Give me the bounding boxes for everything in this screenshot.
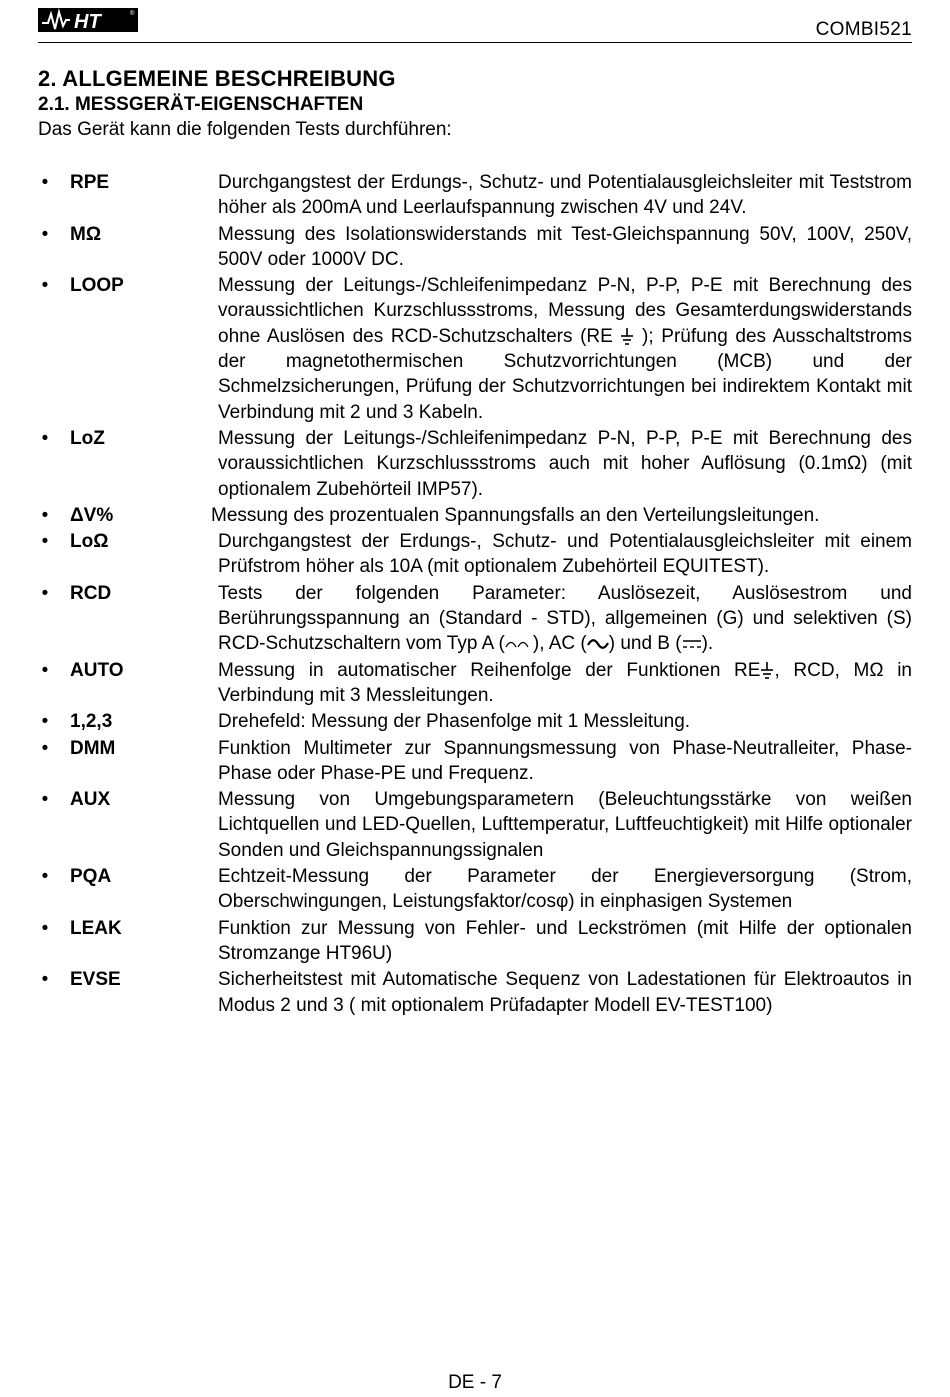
bullet-icon: [38, 658, 52, 683]
ht-logo: [38, 6, 138, 36]
feature-description: Tests der folgenden Parameter: Auslösezeit, Auslösestrom und Berührungsspannung an (Standard - STD), allgemeinen (G) und selektiven (S) RCD-Schutzschaltern vom Typ A ( ), AC ( ) und B ( ).: [218, 582, 912, 655]
feature-description: Durchgangstest der Erdungs-, Schutz- und Potentialausgleichsleiter mit einem Prüfstrom höher als 10A (mit optionalem Zubehörteil EQUITEST).: [218, 531, 912, 578]
page-number: DE - 7: [448, 1372, 502, 1393]
feature-description: Messung des Isolationswiderstands mit Test-Gleichspannung 50V, 100V, 250V, 500V oder 1000V DC.: [218, 223, 912, 270]
svg-text:HT: HT: [74, 11, 101, 33]
bullet-icon: [38, 426, 52, 451]
pulsating-dc-icon: [505, 636, 533, 652]
bullet-icon: [38, 581, 52, 606]
feature-term: AUX: [70, 789, 111, 811]
feature-description: Messung der Leitungs-/Schleifenimpedanz P-N, P-P, P-E mit Berechnung des voraussichtlichen Kurzschlussstroms, Messung des Gesamterdungswiderstands ohne Auslösen des RCD-Schutzschalters (RE ); Prüfung des Ausschaltstroms der magnetothermischen Schutzvorrichtungen (MCB) und der Schmelzsicherungen, Prüfung der Schutzvorrichtungen bei indirektem Kontakt mit Verbindung mit 2 und 3 Kabeln.: [218, 275, 912, 423]
bullet-icon: [38, 170, 52, 195]
feature-description: Messung von Umgebungsparametern (Beleuchtungsstärke von weißen Lichtquellen und LED-Quellen, Lufttemperatur, Luftfeuchtigkeit) mit Hilfe optionaler Sonden und Gleichspannungssignalen: [218, 789, 912, 861]
bullet-icon: [38, 787, 52, 812]
feature-item: [38, 967, 912, 1018]
feature-item: [38, 658, 912, 709]
feature-item: [38, 222, 912, 273]
feature-item: [38, 273, 912, 425]
feature-term: 1,2,3: [70, 711, 113, 733]
feature-item: [38, 736, 912, 787]
earth-ground-icon: [620, 328, 634, 346]
feature-term: RCD: [70, 582, 112, 604]
feature-term: EVSE: [70, 969, 121, 991]
feature-term: AUTO: [70, 659, 124, 681]
svg-text:®: ®: [130, 11, 135, 17]
feature-item: [38, 426, 912, 502]
bullet-icon: [38, 864, 52, 889]
feature-term: ΔV%: [70, 504, 114, 526]
bullet-icon: [38, 736, 52, 761]
feature-item: [38, 170, 912, 221]
feature-description: Sicherheitstest mit Automatische Sequenz von Ladestationen für Elektroautos in Modus 2 und 3 ( mit optionalem Prüfadapter Modell EV-TEST100): [218, 969, 912, 1016]
bullet-icon: [38, 709, 52, 734]
intro-text: Das Gerät kann die folgenden Tests durchführen:: [38, 119, 452, 140]
feature-term: RPE: [70, 172, 110, 193]
feature-item: [38, 916, 912, 967]
feature-item: [38, 709, 912, 734]
document-id: COMBI521: [815, 19, 912, 40]
bullet-icon: [38, 503, 52, 528]
feature-description: Durchgangstest der Erdungs-, Schutz- und Potentialausgleichsleiter mit Teststrom höher als 200mA und Leerlaufspannung zwischen 4V und 24V.: [218, 172, 912, 219]
bullet-icon: [38, 273, 52, 298]
feature-list: [38, 170, 912, 1019]
feature-description: Funktion Multimeter zur Spannungsmessung von Phase-Neutralleiter, Phase-Phase oder Phase-PE und Frequenz.: [218, 737, 912, 784]
feature-term: LOOP: [70, 275, 124, 297]
feature-description: Messung der Leitungs-/Schleifenimpedanz P-N, P-P, P-E mit Berechnung des voraussichtlichen Kurzschlussstroms auch mit hoher Auflösung (0.1mΩ) (mit optionalem Zubehörteil IMP57).: [218, 427, 912, 500]
earth-ground-icon: [760, 662, 774, 680]
page-header: [38, 6, 912, 43]
feature-term: LEAK: [70, 917, 122, 939]
feature-description: Drehefeld: Messung der Phasenfolge mit 1 Messleitung.: [218, 711, 691, 733]
feature-description: Echtzeit-Messung der Parameter der Energieversorgung (Strom, Oberschwingungen, Leistungsfaktor/cosφ) in einphasigen Systemen: [218, 866, 912, 913]
bullet-icon: [38, 916, 52, 941]
feature-term: PQA: [70, 866, 112, 888]
bullet-icon: [38, 967, 52, 992]
feature-description: Messung des prozentualen Spannungsfalls an den Verteilungsleitungen.: [211, 504, 820, 526]
feature-term: DMM: [70, 737, 116, 759]
subsection-title: 2.1. MESSGERÄT-EIGENSCHAFTEN: [38, 94, 364, 115]
feature-term: MΩ: [70, 223, 102, 245]
feature-item: [38, 529, 912, 580]
feature-term: LoΩ: [70, 531, 109, 553]
bullet-icon: [38, 529, 52, 554]
section-title: 2. ALLGEMEINE BESCHREIBUNG: [38, 66, 396, 91]
feature-term: LoZ: [70, 427, 105, 449]
feature-item: [38, 581, 912, 657]
ac-wave-icon: [587, 636, 609, 652]
feature-item: [38, 787, 912, 863]
feature-description: Messung in automatischer Reihenfolge der Funktionen RE , RCD, MΩ in Verbindung mit 3 Messleitungen.: [218, 659, 912, 706]
dc-symbol-icon: [682, 637, 702, 651]
feature-item: [38, 864, 912, 915]
feature-description: Funktion zur Messung von Fehler- und Leckströmen (mit Hilfe der optionalen Stromzange HT96U): [218, 917, 912, 964]
feature-item: [38, 503, 912, 528]
bullet-icon: [38, 222, 52, 247]
